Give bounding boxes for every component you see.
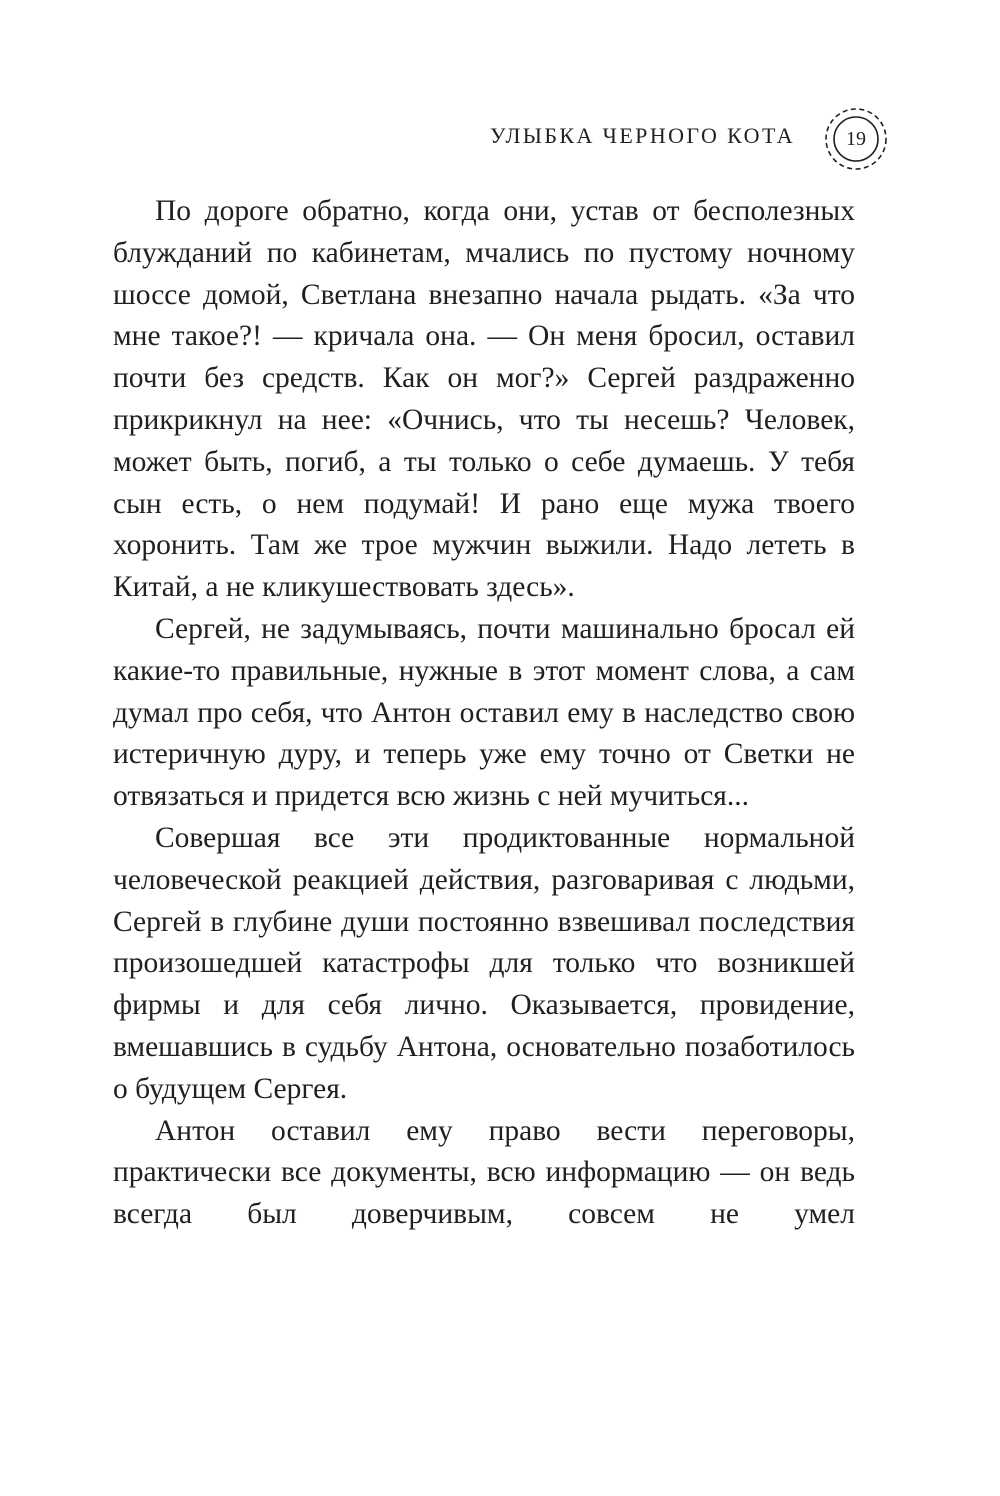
running-head	[0, 104, 1000, 174]
paragraph-1: По дороге обратно, когда они, устав от бесполезных блужданий по кабинетам, мчались по пустому ночному шоссе домой, Светлана внезапно начала рыдать. «За что мне такое?! — кричала она. — Он меня бросил, оставил почти без средств. Как он мог?» Сергей раздраженно прикрикнул на нее: «Очнись, что ты несешь? Человек, может быть, погиб, а ты только о себе думаешь. У тебя сын есть, о нем подумай! И рано еще мужа твоего хоронить. Там же трое мужчин выжили. Надо лететь в Китай, а не кликушествовать здесь».	[113, 195, 855, 604]
page-number-badge	[823, 106, 889, 172]
running-title: УЛЫБКА ЧЕРНОГО КОТА	[489, 123, 795, 148]
page-number: 19	[846, 128, 866, 150]
paragraph-4: Антон оставил ему право вести переговоры, практически все документы, всю информацию — он ведь всегда был доверчивым, совсем не умел	[113, 1114, 855, 1231]
paragraph-2: Сергей, не задумываясь, почти машинально бросал ей какие-то правильные, нужные в этот момент слова, а сам думал про себя, что Антон оставил ему в наследство свою истеричную дуру, и теперь уже ему точно от Светки не отвязаться и придется всю жизнь с ней мучиться...	[113, 612, 855, 813]
paragraph-3: Совершая все эти продиктованные нормальной человеческой реакцией действия, разговаривая с людьми, Сергей в глубине души постоянно взвешивал последствия произошедшей катастрофы для только что возникшей фирмы и для себя лично. Оказывается, провидение, вмешавшись в судьбу Антона, основательно позаботилось о будущем Сергея.	[113, 821, 855, 1105]
body-text	[113, 191, 855, 1236]
